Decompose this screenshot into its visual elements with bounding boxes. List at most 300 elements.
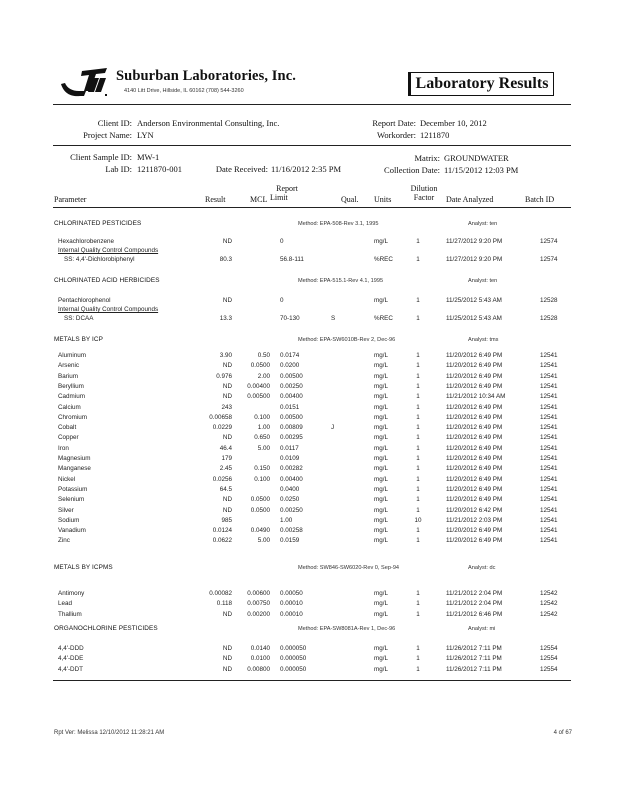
cell-units: mg/L <box>374 403 388 411</box>
col-qual: Qual. <box>341 195 359 204</box>
cell-dilution: 1 <box>416 465 420 473</box>
cell-parameter: Sodium <box>58 516 80 524</box>
cell-result: 80.3 <box>219 256 232 263</box>
table-end-rule <box>53 680 571 681</box>
lab-id-label: Lab ID: <box>105 164 132 174</box>
workorder-value: 1211870 <box>420 130 450 140</box>
section-title: ORGANOCHLORINE PESTICIDES <box>54 625 158 632</box>
cell-parameter: SS: DCAA <box>64 315 94 322</box>
cell-units: mg/L <box>374 372 388 380</box>
cell-result: ND <box>222 238 232 245</box>
cell-date: 11/20/2012 6:49 PM <box>446 434 503 442</box>
col-dilution <box>406 184 442 202</box>
cell-date: 11/26/2012 7:11 PM <box>446 645 502 652</box>
cell-units: mg/L <box>374 297 388 304</box>
company-address: 4140 Litt Drive, Hillside, IL 60162 (708) 544-3260 <box>124 88 244 94</box>
cell-batch: 12541 <box>540 516 558 524</box>
cell-mcl: 5.00 <box>257 444 270 452</box>
cell-parameter: SS: 4,4'-Dichlorobiphenyl <box>64 256 135 263</box>
cell-units: mg/L <box>374 610 388 618</box>
client-sample-id-value: MW-1 <box>137 152 160 162</box>
cell-result: 13.3 <box>219 315 232 322</box>
table-row <box>0 666 618 675</box>
col-units: Units <box>374 195 392 204</box>
cell-date: 11/20/2012 6:49 PM <box>446 372 503 380</box>
collection-date-value: 11/15/2012 12:03 PM <box>444 165 519 175</box>
cell-mcl: 0.00800 <box>247 665 270 673</box>
col-report-limit-bottom: Limit <box>270 193 288 202</box>
cell-mcl: 5.00 <box>257 537 270 545</box>
cell-batch: 12554 <box>540 655 558 663</box>
cell-batch: 12541 <box>540 382 558 390</box>
cell-date: 11/21/2012 6:46 PM <box>446 610 503 618</box>
table-row <box>0 393 618 402</box>
section-title: CHLORINATED ACID HERBICIDES <box>54 277 160 284</box>
cell-qual: J <box>331 424 335 432</box>
workorder-label: Workorder: <box>377 130 416 140</box>
date-received-value: 11/16/2012 2:35 PM <box>271 164 342 174</box>
col-parameter: Parameter <box>54 195 87 204</box>
table-row <box>0 590 618 599</box>
cell-date: 11/20/2012 6:49 PM <box>446 465 503 473</box>
table-row <box>0 297 618 306</box>
cell-mcl: 2.00 <box>257 372 270 380</box>
cell-result: ND <box>222 382 232 390</box>
column-header-rule <box>53 207 571 208</box>
cell-limit: 0.00258 <box>280 527 303 535</box>
cell-parameter: Cobalt <box>58 424 77 432</box>
section-analyst: Analyst: mi <box>468 626 496 632</box>
cell-parameter: Nickel <box>58 475 76 483</box>
cell-batch: 12541 <box>540 496 558 504</box>
collection-date-label: Collection Date: <box>384 165 440 175</box>
cell-batch: 12541 <box>540 403 558 411</box>
cell-batch: 12541 <box>540 393 558 401</box>
table-row <box>0 414 618 423</box>
cell-date: 11/21/2012 10:34 AM <box>446 393 506 401</box>
cell-mcl: 0.0140 <box>250 645 270 652</box>
cell-units: mg/L <box>374 434 388 442</box>
cell-date: 11/26/2012 7:11 PM <box>446 655 502 663</box>
cell-limit: 0.00282 <box>280 465 303 473</box>
cell-parameter: Copper <box>58 434 79 442</box>
section-analyst: Analyst: ten <box>468 278 498 284</box>
cell-parameter: Barium <box>58 372 78 380</box>
cell-dilution: 1 <box>416 527 420 535</box>
cell-mcl: 0.00200 <box>247 610 270 618</box>
date-received-label: Date Received: <box>215 164 268 174</box>
client-id-label: Client ID: <box>97 118 132 128</box>
cell-limit: 0 <box>280 297 284 304</box>
section-method: Method: EPA-SW8081A-Rev 1, Dec-96 <box>298 626 396 632</box>
cell-parameter: Beryllium <box>58 382 84 390</box>
cell-result: 0.0622 <box>212 537 232 545</box>
cell-units: mg/L <box>374 645 388 652</box>
col-dilution-bottom: Factor <box>413 193 435 202</box>
cell-units: mg/L <box>374 413 388 421</box>
cell-dilution: 1 <box>416 382 420 390</box>
cell-limit: 0.0400 <box>280 485 300 493</box>
cell-parameter: Antimony <box>58 590 85 597</box>
cell-parameter: Chromium <box>58 413 88 421</box>
report-date-label: Report Date: <box>372 118 416 128</box>
company-name: Suburban Laboratories, Inc. <box>116 68 296 84</box>
cell-mcl: 0.0490 <box>250 527 270 535</box>
cell-units: mg/L <box>374 590 388 597</box>
cell-units: %REC <box>374 315 393 322</box>
table-row <box>0 238 618 247</box>
cell-dilution: 1 <box>416 506 420 514</box>
table-row <box>0 611 618 620</box>
cell-dilution: 1 <box>416 665 420 673</box>
cell-result: 0.0256 <box>212 475 232 483</box>
cell-dilution: 1 <box>416 455 420 462</box>
cell-parameter: Cadmium <box>58 393 85 401</box>
qc-compounds-label: Internal Quality Control Compounds <box>58 247 159 254</box>
table-row <box>0 655 618 664</box>
cell-result: ND <box>222 655 232 663</box>
cell-parameter: Arsenic <box>58 362 79 370</box>
cell-parameter: Calcium <box>58 403 81 411</box>
header-rule <box>53 104 571 105</box>
cell-dilution: 1 <box>416 424 420 432</box>
cell-units: mg/L <box>374 238 388 245</box>
cell-mcl: 0.150 <box>254 465 270 473</box>
cell-limit: 0.00809 <box>280 424 303 432</box>
cell-parameter: Iron <box>58 444 69 452</box>
table-row <box>0 424 618 433</box>
cell-result: ND <box>222 645 232 652</box>
table-row <box>0 362 618 371</box>
cell-limit: 56.8-111 <box>280 256 304 263</box>
cell-mcl: 0.0100 <box>250 655 270 663</box>
cell-batch: 12554 <box>540 645 558 652</box>
cell-result: 0.976 <box>216 372 232 380</box>
cell-batch: 12528 <box>540 315 558 322</box>
cell-result: 3.90 <box>219 352 232 359</box>
cell-date: 11/20/2012 6:49 PM <box>446 413 503 421</box>
cell-mcl: 0.100 <box>254 475 270 483</box>
cell-batch: 12541 <box>540 475 558 483</box>
cell-mcl: 0.0500 <box>250 506 270 514</box>
cell-parameter: 4,4'-DDD <box>58 645 84 652</box>
table-row <box>0 373 618 382</box>
cell-result: ND <box>222 393 232 401</box>
cell-date: 11/20/2012 6:49 PM <box>446 475 503 483</box>
cell-result: ND <box>222 665 232 673</box>
cell-batch: 12541 <box>540 352 558 359</box>
cell-parameter: Manganese <box>58 465 91 473</box>
cell-batch: 12542 <box>540 600 558 608</box>
cell-batch: 12541 <box>540 465 558 473</box>
report-version: Rpt Ver: Melissa 12/10/2012 11:28:21 AM <box>54 730 165 736</box>
section-analyst: Analyst: ten <box>468 221 498 227</box>
cell-limit: 0.00010 <box>280 600 303 608</box>
cell-limit: 0.00400 <box>280 393 303 401</box>
cell-units: mg/L <box>374 485 388 493</box>
table-row <box>0 445 618 454</box>
cell-parameter: Magnesium <box>58 455 91 462</box>
cell-parameter: Selenium <box>58 496 85 504</box>
cell-limit: 0.000050 <box>280 655 307 663</box>
cell-parameter: Vanadium <box>58 527 86 535</box>
cell-date: 11/20/2012 6:49 PM <box>446 362 503 370</box>
cell-units: mg/L <box>374 496 388 504</box>
cell-dilution: 1 <box>416 444 420 452</box>
cell-limit: 0.0250 <box>280 496 300 504</box>
col-dilution-top: Dilution <box>410 184 438 193</box>
cell-limit: 0.0174 <box>280 352 300 359</box>
col-report-limit-top: Report <box>276 184 298 193</box>
cell-limit: 0.0159 <box>280 537 300 545</box>
cell-mcl: 0.0500 <box>250 362 270 370</box>
section-method: Method: EPA-SW6010B-Rev 2, Dec-96 <box>298 337 396 343</box>
cell-units: mg/L <box>374 455 388 462</box>
cell-dilution: 1 <box>416 485 420 493</box>
cell-batch: 12574 <box>540 238 558 245</box>
sli-logo-icon <box>60 67 110 99</box>
cell-mcl: 0.00400 <box>247 382 270 390</box>
cell-batch: 12554 <box>540 665 558 673</box>
cell-limit: 0.0109 <box>280 455 300 462</box>
cell-parameter: Silver <box>58 506 74 514</box>
cell-dilution: 1 <box>416 315 420 322</box>
cell-result: ND <box>222 434 232 442</box>
report-date-value: December 10, 2012 <box>420 118 487 128</box>
matrix-value: GROUNDWATER <box>444 153 509 163</box>
cell-batch: 12541 <box>540 424 558 432</box>
page-number: 4 of 67 <box>553 730 572 736</box>
cell-limit: 70-130 <box>280 315 300 322</box>
cell-dilution: 1 <box>416 372 420 380</box>
cell-date: 11/20/2012 6:49 PM <box>446 444 503 452</box>
col-date-analyzed: Date Analyzed <box>446 195 494 204</box>
cell-units: mg/L <box>374 444 388 452</box>
cell-batch: 12541 <box>540 506 558 514</box>
cell-dilution: 1 <box>416 655 420 663</box>
cell-mcl: 0.00750 <box>247 600 270 608</box>
cell-limit: 0.0200 <box>280 362 300 370</box>
cell-limit: 0.00010 <box>280 610 303 618</box>
table-row <box>0 434 618 443</box>
cell-dilution: 1 <box>416 600 420 608</box>
cell-batch: 12542 <box>540 610 558 618</box>
cell-limit: 0.00295 <box>280 434 303 442</box>
cell-limit: 0.00500 <box>280 413 303 421</box>
cell-units: mg/L <box>374 516 388 524</box>
cell-result: ND <box>222 362 232 370</box>
cell-limit: 0.00400 <box>280 475 303 483</box>
table-row <box>0 507 618 516</box>
cell-batch: 12541 <box>540 527 558 535</box>
cell-mcl: 0.0500 <box>250 496 270 504</box>
table-row <box>0 600 618 609</box>
cell-qual: S <box>331 315 336 322</box>
cell-parameter: Pentachlorophenol <box>58 297 111 304</box>
cell-dilution: 1 <box>416 297 420 304</box>
cell-result: 0.0229 <box>212 424 232 432</box>
cell-batch: 12541 <box>540 455 558 462</box>
cell-result: 0.00658 <box>209 413 232 421</box>
cell-date: 11/25/2012 5:43 AM <box>446 315 502 322</box>
cell-limit: 0.0151 <box>280 403 300 411</box>
cell-date: 11/20/2012 6:49 PM <box>446 485 503 493</box>
cell-dilution: 1 <box>416 393 420 401</box>
cell-date: 11/26/2012 7:11 PM <box>446 665 502 673</box>
cell-parameter: Lead <box>58 600 73 608</box>
cell-units: mg/L <box>374 537 388 545</box>
cell-batch: 12541 <box>540 537 558 545</box>
cell-date: 11/20/2012 6:49 PM <box>446 382 503 390</box>
cell-dilution: 1 <box>416 256 420 263</box>
cell-limit: 0.000050 <box>280 665 307 673</box>
table-row <box>0 476 618 485</box>
cell-result: 2.45 <box>219 465 232 473</box>
cell-date: 11/20/2012 6:49 PM <box>446 424 503 432</box>
cell-date: 11/21/2012 2:04 PM <box>446 600 503 608</box>
cell-result: 46.4 <box>219 444 232 452</box>
cell-date: 11/20/2012 6:49 PM <box>446 537 503 545</box>
cell-limit: 0.00250 <box>280 506 303 514</box>
table-row <box>0 527 618 536</box>
col-result: Result <box>205 195 226 204</box>
cell-batch: 12541 <box>540 362 558 370</box>
table-row <box>0 404 618 413</box>
cell-batch: 12542 <box>540 590 558 597</box>
section-method: Method: SW846-SW6020-Rev 0, Sep-94 <box>298 565 400 571</box>
table-row <box>0 517 618 526</box>
table-row <box>0 537 618 546</box>
cell-result: 985 <box>221 516 232 524</box>
cell-units: mg/L <box>374 655 388 663</box>
cell-parameter: Thallium <box>58 610 82 618</box>
cell-limit: 0.00250 <box>280 382 303 390</box>
cell-dilution: 1 <box>416 610 420 618</box>
section-method: Method: EPA-508-Rev 3.1, 1995 <box>298 221 379 227</box>
table-row <box>0 315 618 324</box>
cell-date: 11/21/2012 2:03 PM <box>446 516 503 524</box>
cell-batch: 12541 <box>540 372 558 380</box>
table-row <box>0 465 618 474</box>
cell-date: 11/20/2012 6:49 PM <box>446 527 503 535</box>
cell-units: mg/L <box>374 506 388 514</box>
table-row <box>0 352 618 361</box>
cell-result: 0.118 <box>216 600 232 608</box>
cell-limit: 0.0117 <box>280 444 299 452</box>
cell-units: mg/L <box>374 382 388 390</box>
table-row <box>0 256 618 265</box>
qc-compounds-label: Internal Quality Control Compounds <box>58 306 159 313</box>
cell-date: 11/27/2012 9:20 PM <box>446 238 503 245</box>
cell-result: ND <box>222 297 232 304</box>
cell-parameter: Potassium <box>58 485 88 493</box>
cell-dilution: 1 <box>416 238 420 245</box>
cell-batch: 12528 <box>540 297 558 304</box>
cell-dilution: 1 <box>416 590 420 597</box>
col-mcl: MCL <box>250 195 268 204</box>
cell-result: 243 <box>221 403 232 411</box>
cell-result: 0.00082 <box>209 590 232 597</box>
section-method: Method: EPA-515.1-Rev 4.1, 1995 <box>298 278 384 284</box>
cell-date: 11/25/2012 5:43 AM <box>446 297 502 304</box>
cell-parameter: Hexachlorobenzene <box>58 238 115 245</box>
cell-units: mg/L <box>374 352 388 359</box>
cell-limit: 1.00 <box>280 516 293 524</box>
cell-date: 11/20/2012 6:49 PM <box>446 455 503 462</box>
cell-mcl: 0.100 <box>254 413 270 421</box>
cell-result: ND <box>222 610 232 618</box>
cell-limit: 0.00050 <box>280 590 303 597</box>
cell-dilution: 1 <box>416 413 420 421</box>
section-title: CHLORINATED PESTICIDES <box>54 220 142 227</box>
client-sample-id-label: Client Sample ID: <box>70 152 132 162</box>
cell-units: mg/L <box>374 424 388 432</box>
cell-batch: 12541 <box>540 485 558 493</box>
cell-batch: 12574 <box>540 256 558 263</box>
cell-units: mg/L <box>374 393 388 401</box>
document-title: Laboratory Results <box>410 72 554 96</box>
table-row <box>0 496 618 505</box>
section-analyst: Analyst: dc <box>468 565 496 571</box>
cell-batch: 12541 <box>540 444 558 452</box>
cell-batch: 12541 <box>540 434 558 442</box>
cell-mcl: 1.00 <box>257 424 270 432</box>
cell-parameter: Aluminum <box>58 352 86 359</box>
cell-units: %REC <box>374 256 393 263</box>
section-title: METALS BY ICP <box>54 336 104 343</box>
table-row <box>0 486 618 495</box>
lab-id-value: 1211870-001 <box>137 164 183 174</box>
project-name-label: Project Name: <box>83 130 132 140</box>
cell-date: 11/20/2012 6:42 PM <box>446 506 503 514</box>
table-row <box>0 645 618 654</box>
cell-mcl: 0.00500 <box>247 393 270 401</box>
cell-dilution: 1 <box>416 352 420 359</box>
cell-batch: 12541 <box>540 413 558 421</box>
cell-date: 11/20/2012 6:49 PM <box>446 496 503 504</box>
cell-date: 11/27/2012 9:20 PM <box>446 256 503 263</box>
cell-units: mg/L <box>374 527 388 535</box>
cell-result: 64.5 <box>219 485 232 493</box>
client-id-value: Anderson Environmental Consulting, Inc. <box>137 118 280 128</box>
cell-dilution: 1 <box>416 475 420 483</box>
cell-limit: 0 <box>280 238 284 245</box>
cell-dilution: 1 <box>416 434 420 442</box>
col-report-limit <box>270 184 304 202</box>
cell-dilution: 1 <box>416 496 420 504</box>
cell-result: ND <box>222 496 232 504</box>
col-batch-id: Batch ID <box>525 195 555 204</box>
cell-dilution: 1 <box>416 362 420 370</box>
cell-result: 179 <box>221 455 232 462</box>
table-row <box>0 455 618 464</box>
cell-mcl: 0.00600 <box>247 590 270 597</box>
cell-parameter: Zinc <box>58 537 70 545</box>
cell-mcl: 0.50 <box>257 352 270 359</box>
cell-dilution: 1 <box>416 537 420 545</box>
cell-date: 11/20/2012 6:49 PM <box>446 403 503 411</box>
cell-parameter: 4,4'-DDE <box>58 655 84 663</box>
cell-units: mg/L <box>374 465 388 473</box>
cell-date: 11/21/2012 2:04 PM <box>446 590 503 597</box>
cell-result: ND <box>222 506 232 514</box>
cell-units: mg/L <box>374 600 388 608</box>
table-row <box>0 383 618 392</box>
cell-limit: 0.000050 <box>280 645 307 652</box>
cell-limit: 0.00500 <box>280 372 303 380</box>
cell-units: mg/L <box>374 665 388 673</box>
info-rule <box>53 145 571 146</box>
